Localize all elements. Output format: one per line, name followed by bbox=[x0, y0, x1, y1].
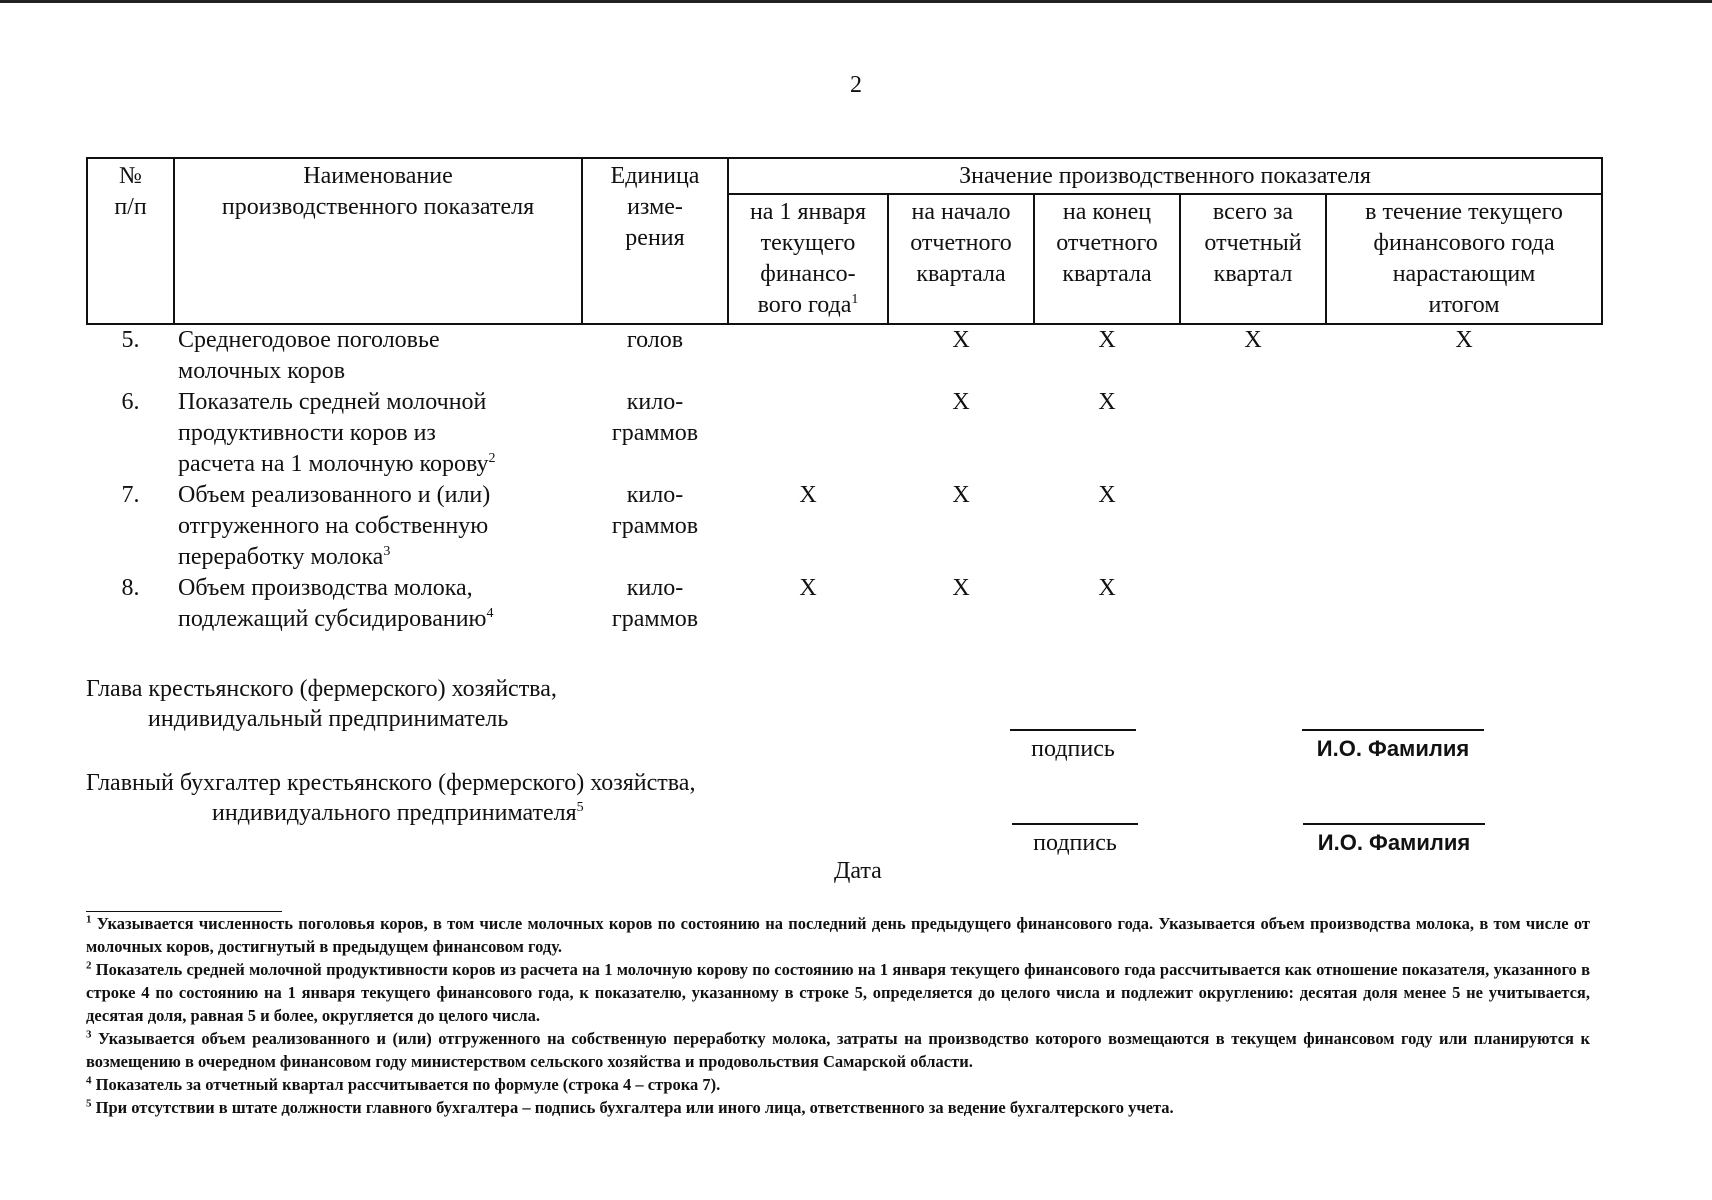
row-unit-line: граммов bbox=[611, 606, 699, 632]
header-quarter-end bbox=[1034, 194, 1180, 324]
row-name-line bbox=[178, 604, 578, 635]
row-name bbox=[174, 324, 582, 387]
accountant-name-line bbox=[1303, 823, 1485, 825]
row-name bbox=[174, 387, 582, 480]
row-number: 5. bbox=[121, 327, 140, 353]
row-unit-line: кило- bbox=[626, 575, 684, 601]
row-number: 8. bbox=[121, 575, 140, 601]
footnote-5 bbox=[86, 1096, 1590, 1119]
row-name-text: подлежащий субсидированию bbox=[178, 606, 487, 632]
cell-mark: X bbox=[952, 482, 970, 508]
head-name-caption: И.О. Фамилия bbox=[1316, 736, 1470, 761]
accountant-title-text: индивидуального предпринимателя bbox=[212, 800, 577, 826]
cell-mark: X bbox=[799, 482, 817, 508]
cell-mark bbox=[728, 324, 888, 387]
row-number: 7. bbox=[121, 482, 140, 508]
row-name-line bbox=[178, 449, 578, 480]
cell-mark: X bbox=[952, 389, 970, 415]
table-row bbox=[87, 480, 1602, 573]
header-sub-line: квартала bbox=[1062, 261, 1152, 287]
footnote-3 bbox=[86, 1027, 1590, 1073]
footnote-text: Показатель средней молочной продуктивности коров из расчета на 1 молочную корову по состоянию на 1 января текущего финансового года рассчитывается как отношение показателя, указанного в строке 4 по состоянию на 1 января текущего финансового года, к показателю, указанному в строке 5, определяется до целого числа и подлежит округлению: десятая доля менее 5 не учитывается, десятая доля, равная 5 и более, округляется до целого числа. bbox=[86, 960, 1590, 1025]
header-unit bbox=[582, 158, 728, 324]
cell-mark: X bbox=[1098, 327, 1116, 353]
cell-mark: X bbox=[1455, 327, 1473, 353]
header-num-line: п/п bbox=[114, 194, 147, 220]
header-unit-line: рения bbox=[625, 225, 685, 251]
row-name-line: Объем производства молока, bbox=[178, 575, 473, 601]
footnote-number: 4 bbox=[86, 1074, 92, 1087]
footnote-ref: 5 bbox=[576, 800, 584, 815]
footnote-ref: 3 bbox=[383, 544, 391, 559]
head-name-line bbox=[1302, 729, 1484, 731]
footnote-1 bbox=[86, 912, 1590, 958]
footnote-text: При отсутствии в штате должности главного бухгалтера – подпись бухгалтера или иного лица, ответственного за ведение бухгалтерского учета. bbox=[95, 1098, 1174, 1117]
header-year-cumulative bbox=[1326, 194, 1602, 324]
header-sub-text: вого года bbox=[757, 292, 852, 318]
row-name-line: Среднегодовое поголовье bbox=[178, 327, 440, 353]
cell-mark bbox=[1326, 573, 1602, 635]
cell-mark bbox=[1180, 387, 1326, 480]
row-unit-line: граммов bbox=[611, 420, 699, 446]
footnote-number: 5 bbox=[86, 1097, 92, 1110]
header-group: Значение производственного показателя bbox=[728, 158, 1602, 194]
row-number: 6. bbox=[121, 389, 140, 415]
row-name-line bbox=[178, 542, 578, 573]
row-unit-line: кило- bbox=[626, 482, 684, 508]
row-name bbox=[174, 573, 582, 635]
row-unit bbox=[582, 573, 728, 635]
top-edge-rule bbox=[0, 0, 1712, 3]
row-name-line: продуктивности коров из bbox=[178, 420, 436, 446]
row-unit bbox=[582, 387, 728, 480]
indicators-table bbox=[86, 157, 1603, 635]
head-title-line2: индивидуальный предприниматель bbox=[148, 706, 509, 732]
cell-mark: X bbox=[1098, 575, 1116, 601]
header-unit-line: Единица bbox=[610, 163, 700, 189]
header-num-line: № bbox=[119, 163, 142, 189]
header-name-line: Наименование bbox=[303, 163, 453, 189]
row-name-line: Показатель средней молочной bbox=[178, 389, 487, 415]
cell-mark bbox=[728, 387, 888, 480]
footnote-2 bbox=[86, 958, 1590, 1027]
header-sub-line: на конец bbox=[1062, 199, 1152, 225]
accountant-title-line1: Главный бухгалтер крестьянского (фермерского) хозяйства, bbox=[86, 770, 696, 796]
footnote-ref: 1 bbox=[851, 292, 859, 307]
header-sub-line: итогом bbox=[1428, 292, 1500, 318]
head-title-line1: Глава крестьянского (фермерского) хозяйства, bbox=[86, 676, 557, 702]
footnote-text: Указывается объем реализованного и (или) отгруженного на собственную переработку молока, затраты на производство которого возмещаются в текущем финансовом году или планируются к возмещению в очередном финансовом году министерством сельского хозяйства и продовольствия Самарской области. bbox=[86, 1029, 1591, 1071]
row-name-line: Объем реализованного и (или) bbox=[178, 482, 491, 508]
cell-mark bbox=[1326, 387, 1602, 480]
cell-mark: X bbox=[1244, 327, 1262, 353]
cell-mark bbox=[1180, 573, 1326, 635]
row-name-text: переработку молока bbox=[178, 544, 384, 570]
row-unit bbox=[582, 480, 728, 573]
footnote-ref: 4 bbox=[486, 606, 494, 621]
header-jan1 bbox=[728, 194, 888, 324]
header-sub-line: в течение текущего bbox=[1365, 199, 1563, 225]
row-unit-line: граммов bbox=[611, 513, 699, 539]
footnote-4 bbox=[86, 1073, 1590, 1096]
accountant-signature-line bbox=[1012, 823, 1138, 825]
cell-mark: X bbox=[1098, 482, 1116, 508]
header-sub-line: текущего bbox=[760, 230, 856, 256]
accountant-name-caption: И.О. Фамилия bbox=[1317, 830, 1471, 855]
footnotes bbox=[86, 912, 1590, 1119]
header-name-line: производственного показателя bbox=[221, 194, 535, 220]
header-sub-line: финансо- bbox=[760, 261, 856, 287]
header-unit-line: изме- bbox=[627, 194, 683, 220]
row-unit-line: кило- bbox=[626, 389, 684, 415]
cell-mark: X bbox=[952, 327, 970, 353]
header-sub-line: отчетного bbox=[1056, 230, 1158, 256]
table-row bbox=[87, 573, 1602, 635]
footnote-text: Показатель за отчетный квартал рассчитывается по формуле (строка 4 – строка 7). bbox=[95, 1075, 721, 1094]
row-unit-line: голов bbox=[626, 327, 684, 353]
row-name-line: отгруженного на собственную bbox=[178, 513, 489, 539]
header-sub-line: на начало bbox=[911, 199, 1011, 225]
header-quarter-total bbox=[1180, 194, 1326, 324]
footnote-text: Указывается численность поголовья коров, в том числе молочных коров по состоянию на последний день предыдущего финансового года. Указывается объем производства молока, в том числе от молочных коров, достигнутый в предыдущем финансовом году. bbox=[86, 914, 1590, 956]
cell-mark bbox=[1326, 480, 1602, 573]
row-unit bbox=[582, 324, 728, 387]
accountant-title-line2 bbox=[212, 798, 584, 829]
footnote-number: 3 bbox=[86, 1028, 92, 1041]
header-sub-line: отчетного bbox=[910, 230, 1012, 256]
header-sub-line: квартал bbox=[1213, 261, 1293, 287]
header-sub-line: квартала bbox=[916, 261, 1006, 287]
footnote-number: 2 bbox=[86, 959, 92, 972]
cell-mark: X bbox=[952, 575, 970, 601]
header-num bbox=[87, 158, 174, 324]
header-sub-line: на 1 января bbox=[749, 199, 867, 225]
header-sub-line: отчетный bbox=[1204, 230, 1302, 256]
table-row bbox=[87, 387, 1602, 480]
head-signature-caption: подпись bbox=[1031, 736, 1115, 762]
cell-mark: X bbox=[1098, 389, 1116, 415]
footnote-ref: 2 bbox=[488, 451, 496, 466]
header-name bbox=[174, 158, 582, 324]
cell-mark bbox=[1180, 480, 1326, 573]
footnote-number: 1 bbox=[86, 913, 92, 926]
cell-mark: X bbox=[799, 575, 817, 601]
accountant-signature-caption: подпись bbox=[1033, 830, 1117, 856]
header-quarter-start bbox=[888, 194, 1034, 324]
date-label: Дата bbox=[834, 858, 882, 884]
table-row bbox=[87, 324, 1602, 387]
head-signature-line bbox=[1010, 729, 1136, 731]
header-sub-line: финансового года bbox=[1373, 230, 1555, 256]
header-sub-line: всего за bbox=[1212, 199, 1294, 225]
row-name-text: расчета на 1 молочную корову bbox=[178, 451, 489, 477]
header-sub-line bbox=[733, 290, 883, 321]
page-number: 2 bbox=[850, 72, 862, 98]
row-name bbox=[174, 480, 582, 573]
header-sub-line: нарастающим bbox=[1392, 261, 1536, 287]
row-name-line: молочных коров bbox=[178, 358, 346, 384]
